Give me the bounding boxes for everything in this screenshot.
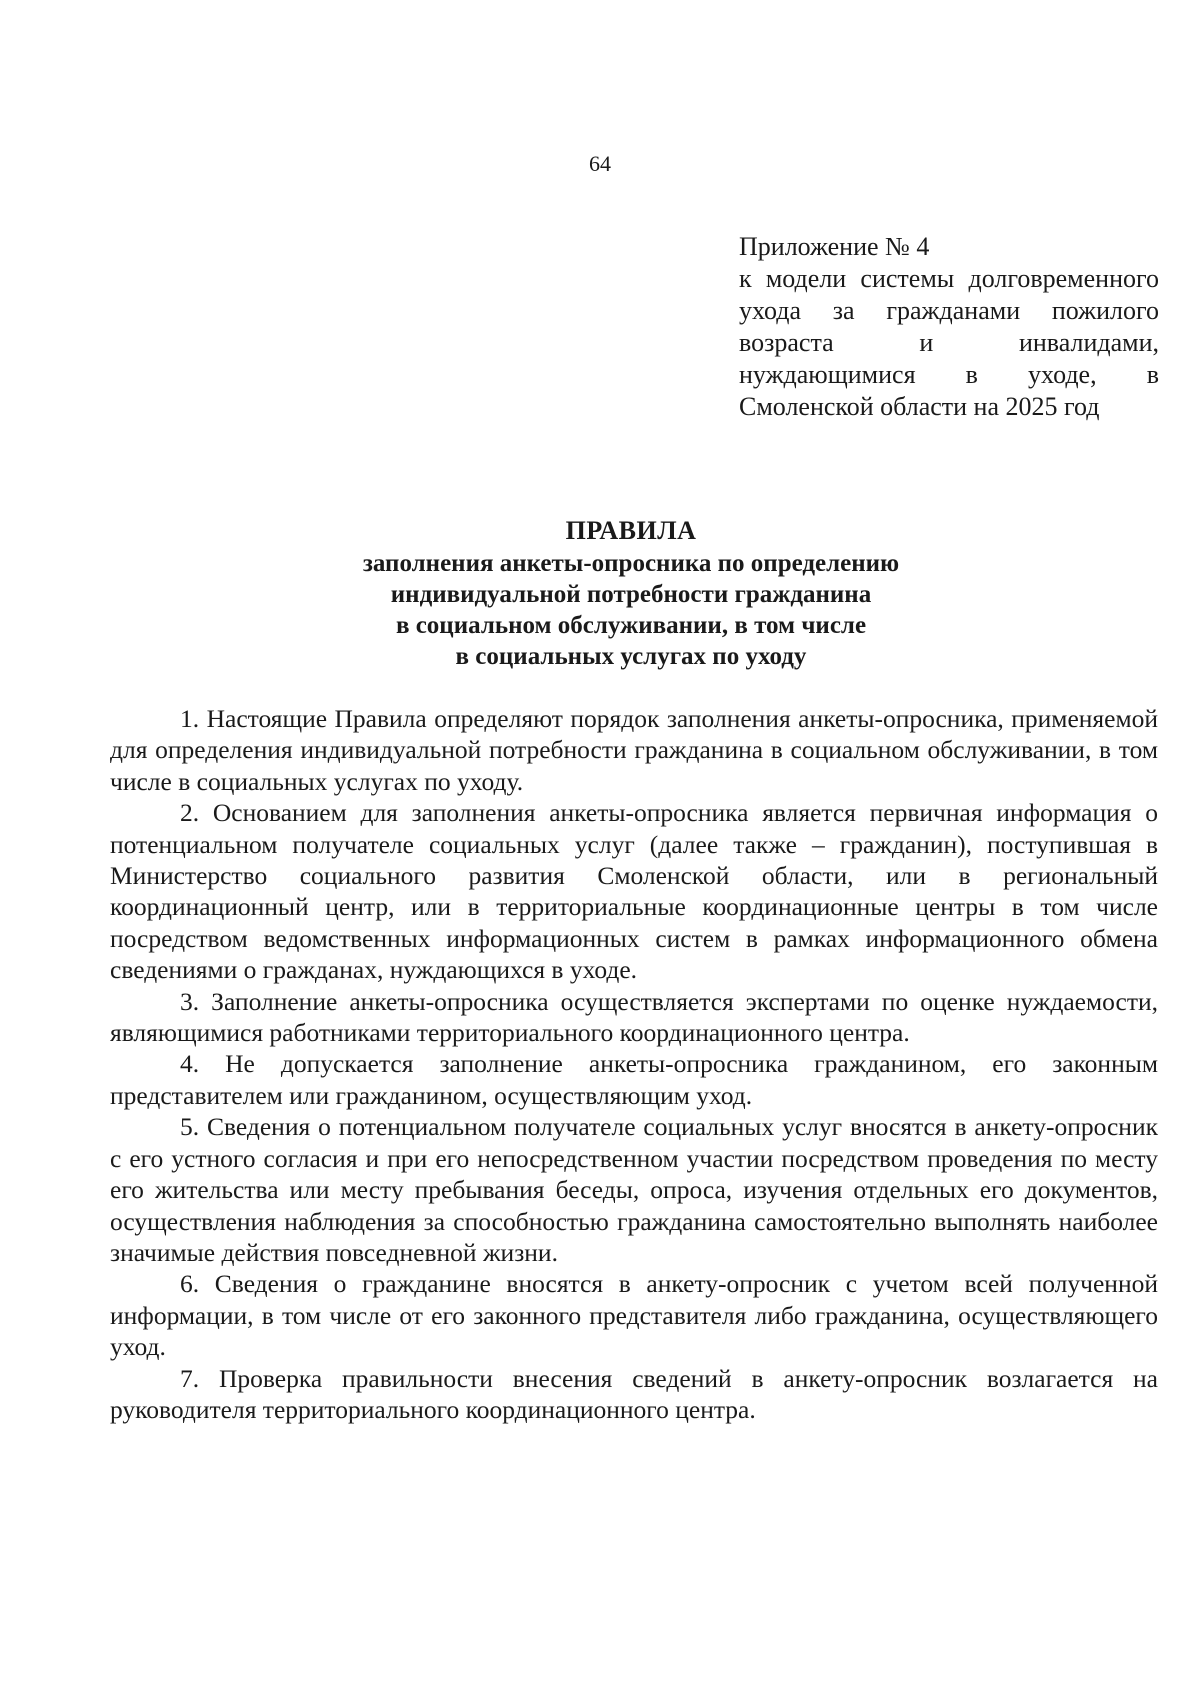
paragraph-3: 3. Заполнение анкеты-опросника осуществляется экспертами по оценке нуждаемости, являющимися работниками территориального координационного центра. (110, 986, 1158, 1048)
paragraph-6: 6. Сведения о гражданине вносятся в анкету-опросник с учетом всей полученной информации, в том числе от его законного представителя либо гражданина, осуществляющего уход. (110, 1269, 1158, 1362)
appendix-block (739, 231, 1159, 423)
paragraph-2: 2. Основанием для заполнения анкеты-опросника является первичная информация о потенциальном получателе социальных услуг (далее также – гражданин), поступившая в Министерство социального развития Смоленской области, или в региональный координационный центр, или в территориальные координационные центры в том числе посредством ведомственных информационных систем в рамках информационного обмена сведениями о гражданах, нуждающихся в уходе. (110, 798, 1158, 985)
appendix-title: Приложение № 4 (739, 232, 930, 261)
heading-subtitle-line: заполнения анкеты-опросника по определению (362, 550, 900, 577)
heading-subtitle-line: в социальном обслуживании, в том числе (395, 612, 867, 639)
paragraph-1: 1. Настоящие Правила определяют порядок заполнения анкеты-опросника, применяемой для определения индивидуальной потребности гражданина в социальном обслуживании, в том числе в социальных услугах по уходу. (110, 704, 1158, 796)
paragraph-7: 7. Проверка правильности внесения сведений в анкету-опросник возлагается на руководителя территориального координационного центра. (110, 1363, 1158, 1424)
page-number: 64 (589, 151, 611, 176)
paragraph-5: 5. Сведения о потенциальном получателе социальных услуг вносятся в анкету-опросник с его устного согласия и при его непосредственном участии посредством проведения по месту его жительства или месту пребывания беседы, опроса, изучения отдельных его документов, осуществления наблюдения за способностью гражданина самостоятельно выполнять наиболее значимые действия повседневной жизни. (110, 1112, 1158, 1267)
document-heading (0, 514, 1200, 672)
heading-subtitle-line: в социальных услугах по уходу (455, 643, 807, 670)
heading-title: ПРАВИЛА (565, 516, 697, 545)
paragraph-4: 4. Не допускается заполнение анкеты-опросника гражданином, его законным представителем или гражданином, осуществляющим уход. (110, 1049, 1158, 1110)
heading-subtitle-line: индивидуальной потребности гражданина (390, 581, 872, 608)
appendix-text: к модели системы долговременного ухода за гражданами пожилого возраста и инвалидами, нуждающимися в уходе, в Смоленской области на 2025 год (739, 264, 1159, 421)
document-body (110, 703, 1158, 1425)
